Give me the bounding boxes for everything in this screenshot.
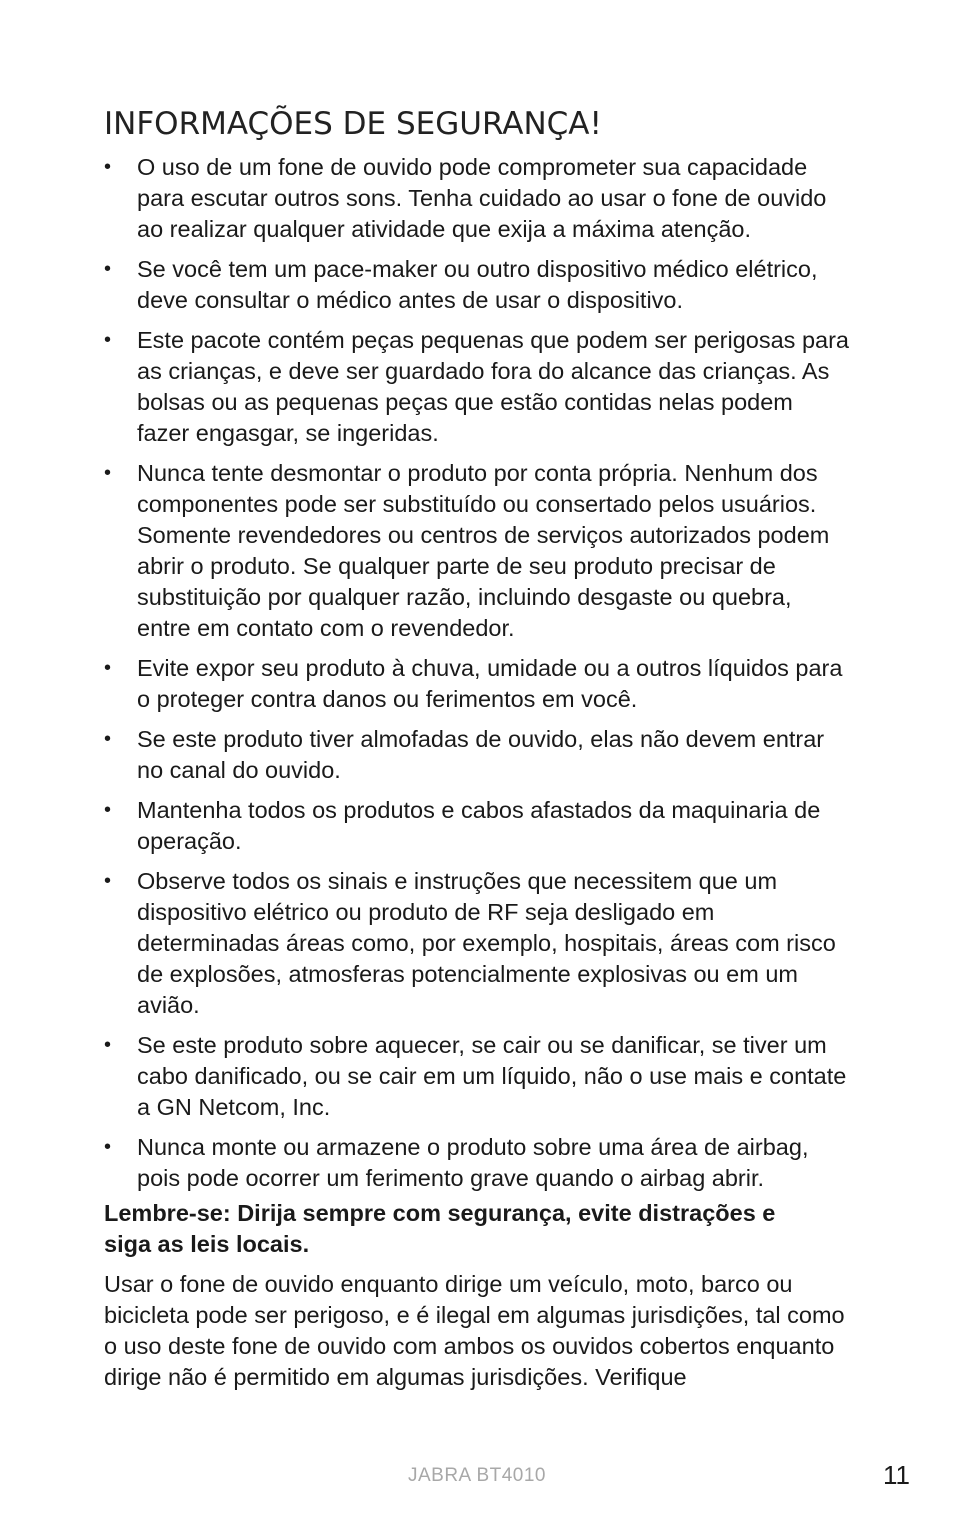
driving-reminder: Lembre-se: Dirija sempre com segurança, evite distrações e siga as leis locais. (104, 1200, 776, 1257)
safety-list (104, 152, 849, 1203)
footer-brand: JABRA BT4010 (407, 1465, 547, 1486)
list-item (104, 866, 849, 1021)
list-item (104, 254, 849, 316)
list-item-text: O uso de um fone de ouvido pode comprometer sua capacidade para escutar outros sons. Tenha cuidado ao usar o fone de ouvido ao realizar qualquer atividade que exija a máxima atenção. (137, 154, 827, 242)
list-item-text: Observe todos os sinais e instruções que necessitem que um dispositivo elétrico ou produto de RF seja desligado em determinadas áreas como, por exemplo, hospitais, áreas com risco de explosões, atmosferas potencialmente explosivas ou em um avião. (137, 868, 836, 1018)
list-item (104, 724, 849, 786)
list-item (104, 1030, 849, 1123)
list-item (104, 458, 849, 644)
driving-paragraph: Usar o fone de ouvido enquanto dirige um veículo, moto, barco ou bicicleta pode ser perigoso, e é ilegal em algumas jurisdições, tal como o uso deste fone de ouvido com ambos os ouvidos cobertos enquanto dirige não é permitido em algumas jurisdições. Verifique (104, 1271, 845, 1390)
list-item (104, 653, 849, 715)
bullet-icon: • (104, 462, 112, 484)
list-item-text: Nunca monte ou armazene o produto sobre uma área de airbag, pois pode ocorrer um ferimento grave quando o airbag abrir. (137, 1134, 809, 1191)
list-item-text: Se você tem um pace-maker ou outro dispositivo médico elétrico, deve consultar o médico antes de usar o dispositivo. (137, 256, 818, 313)
bullet-icon: • (104, 1034, 112, 1056)
page-title: INFORMAÇÕES DE SEGURANÇA! (104, 106, 602, 142)
bullet-icon: • (104, 799, 112, 821)
bullet-icon: • (104, 329, 112, 351)
list-item (104, 1132, 849, 1194)
list-item-text: Evite expor seu produto à chuva, umidade ou a outros líquidos para o proteger contra danos ou ferimentos em você. (137, 655, 843, 712)
list-item-text: Se este produto sobre aquecer, se cair ou se danificar, se tiver um cabo danificado, ou se cair em um líquido, não o use mais e contate a GN Netcom, Inc. (137, 1032, 847, 1120)
bullet-icon: • (104, 870, 112, 892)
bullet-icon: • (104, 156, 112, 178)
bullet-icon: • (104, 1136, 112, 1158)
list-item (104, 152, 849, 245)
list-item-text: Se este produto tiver almofadas de ouvido, elas não devem entrar no canal do ouvido. (137, 726, 825, 783)
list-item-text: Este pacote contém peças pequenas que podem ser perigosas para as crianças, e deve ser guardado fora do alcance das crianças. As bolsas ou as pequenas peças que estão contidas nelas podem fazer engasgar, se ingeridas. (137, 327, 849, 446)
list-item-text: Nunca tente desmontar o produto por conta própria. Nenhum dos componentes pode ser substituído ou consertado pelos usuários. Somente revendedores ou centros de serviços autorizados podem abrir o produto. Se qualquer parte de seu produto precisar de substituição por qualquer razão, incluindo desgaste ou quebra, entre em contato com o revendedor. (137, 460, 830, 641)
bullet-icon: • (104, 657, 112, 679)
list-item-text: Mantenha todos os produtos e cabos afastados da maquinaria de operação. (137, 797, 821, 854)
page-number: 11 (883, 1460, 910, 1490)
list-item (104, 325, 849, 449)
list-item (104, 795, 849, 857)
bullet-icon: • (104, 728, 112, 750)
bullet-icon: • (104, 258, 112, 280)
